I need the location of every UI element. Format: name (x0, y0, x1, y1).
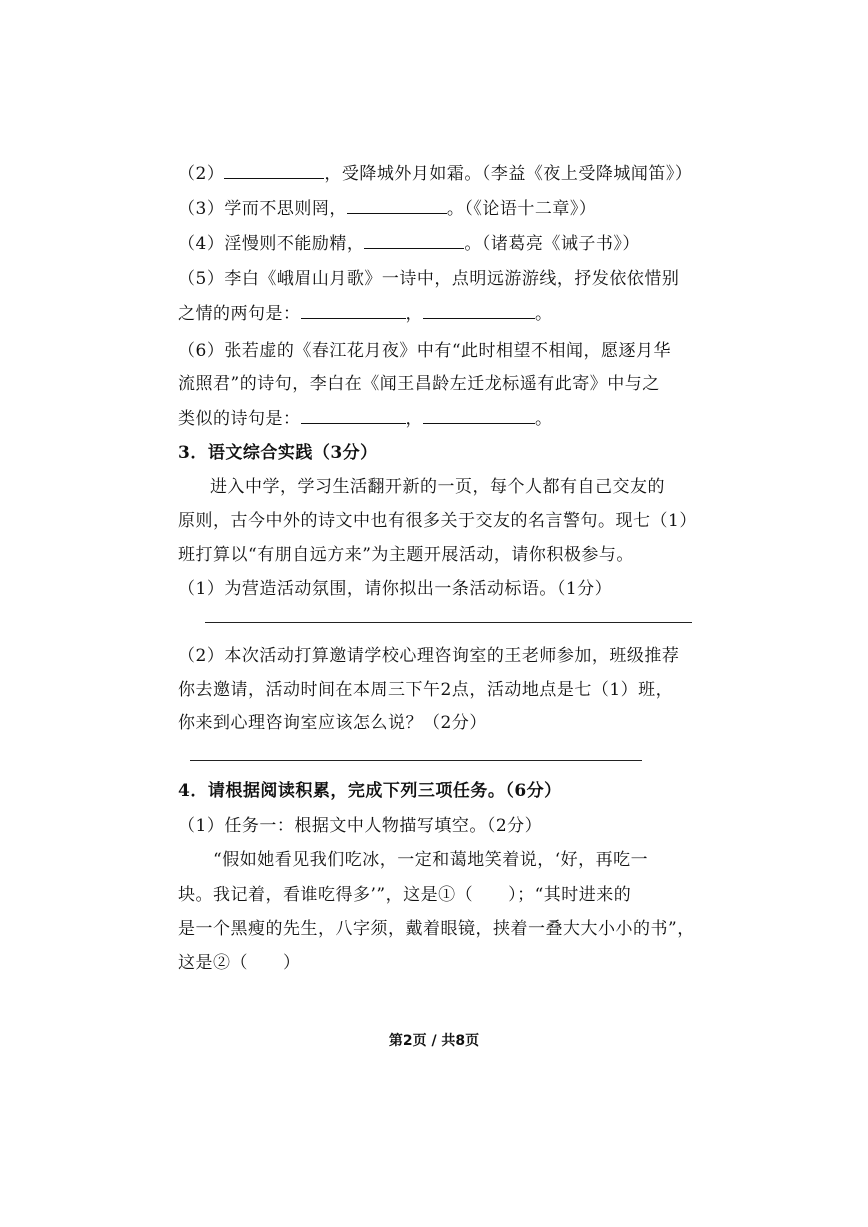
question-2-5-line2 (178, 303, 698, 325)
question-2-6-line2: 流照君”的诗句，李白在《闻王昌龄左迁龙标遥有此寄》中与之 (178, 374, 660, 394)
answer-blank[interactable] (423, 409, 535, 424)
comma: ， (405, 304, 423, 324)
question-text: 之情的两句是： (178, 304, 301, 324)
section-4-task-1: （1）任务一：根据文中人物描写填空。（2分） (178, 816, 543, 836)
section-3-question-2-line1: （2）本次活动打算邀请学校心理咨询室的王老师参加，班级推荐 (178, 646, 680, 666)
question-2-5-line1: （5）李白《峨眉山月歌》一诗中，点明远游游线，抒发依依惜别 (178, 269, 680, 289)
section-3-question-1: （1）为营造活动氛围，请你拟出一条活动标语。（1分） (178, 579, 613, 599)
period: 。 (535, 304, 553, 324)
question-text: 类似的诗句是： (178, 409, 301, 429)
period: 。 (535, 409, 553, 429)
section-3-paragraph-line1: 进入中学，学习生活翻开新的一页，每个人都有自己交友的 (210, 477, 665, 497)
section-4-text-line1: “假如她看见我们吃冰，一定和蔼地笑着说，‘好，再吃一 (213, 850, 649, 870)
question-2-2 (178, 163, 698, 185)
page-number: 第2页 / 共8页 (388, 1033, 480, 1049)
section-3-paragraph-line2: 原则，古今中外的诗文中也有很多关于交友的名言警句。现七（1） (178, 511, 697, 531)
answer-blank[interactable] (301, 304, 406, 319)
answer-line-3-2[interactable] (190, 760, 642, 761)
section-3-question-2-line2: 你去邀请，活动时间在本周三下午2点，活动地点是七（1）班， (178, 680, 674, 700)
answer-blank[interactable] (423, 304, 535, 319)
section-3-question-2-line3: 你来到心理咨询室应该怎么说？（2分） (178, 713, 487, 733)
question-2-3 (178, 198, 698, 220)
question-text: ，受降城外月如霜。（李益《夜上受降城闻笛》） (324, 164, 693, 184)
section-4-text-line4: 这是②（ ） (178, 953, 301, 973)
section-3-heading: 3．语文综合实践（3分） (178, 443, 378, 463)
answer-blank[interactable] (224, 164, 324, 179)
section-4-heading: 4．请根据阅读积累，完成下列三项任务。（6分） (178, 781, 562, 801)
answer-blank[interactable] (364, 234, 464, 249)
section-3-paragraph-line3: 班打算以“有朋自远方来”为主题开展活动，请你积极参与。 (178, 545, 634, 565)
question-2-6-line1: （6）张若虚的《春江花月夜》中有“此时相望不相闻，愿逐月华 (178, 341, 672, 361)
answer-blank[interactable] (301, 409, 406, 424)
question-text: 。（诸葛亮《诫子书》） (464, 234, 640, 254)
question-number: （2） (178, 164, 225, 184)
question-text: （4）淫慢则不能励精， (178, 234, 365, 254)
question-text: （3）学而不思则罔， (178, 199, 347, 219)
question-2-6-line3 (178, 408, 698, 430)
comma: ， (405, 409, 423, 429)
section-4-text-line2: 块。我记着，看谁吃得多’”，这是①（ ）；“其时进来的 (178, 885, 632, 905)
question-text: 。（《论语十二章》） (446, 199, 597, 219)
section-4-text-line3: 是一个黑瘦的先生，八字须，戴着眼镜，挟着一叠大大小小的书”， (178, 919, 695, 939)
question-2-4 (178, 233, 698, 255)
answer-blank[interactable] (347, 199, 447, 214)
answer-line-3-1[interactable] (205, 622, 692, 623)
